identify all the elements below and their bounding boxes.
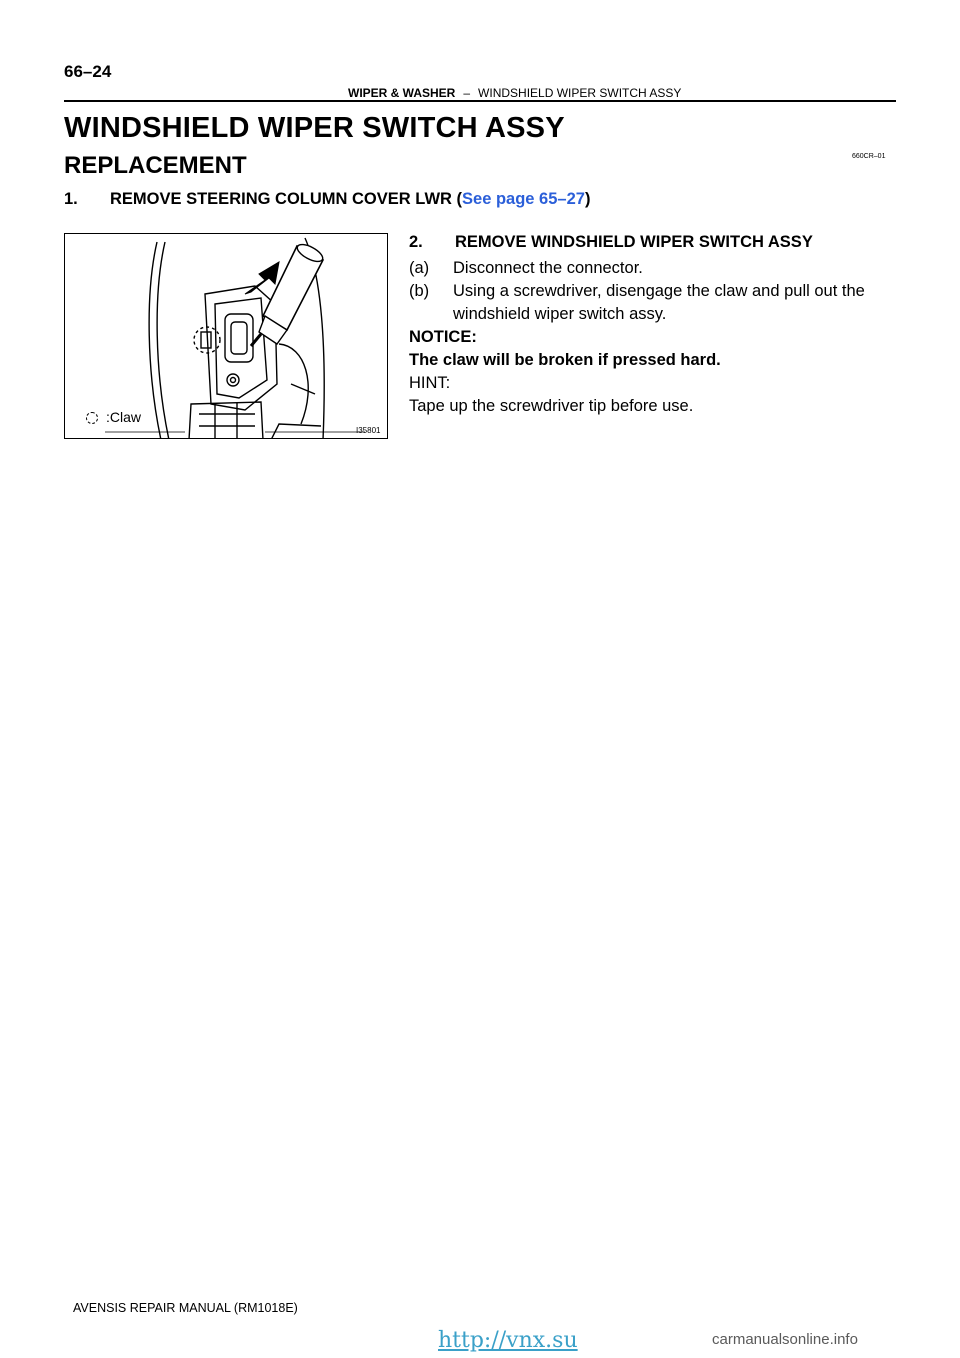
figure-id: I35801: [356, 426, 381, 435]
step-number: 1.: [64, 190, 78, 208]
page-subtitle: REPLACEMENT: [64, 152, 247, 179]
page-number: 66–24: [64, 62, 112, 81]
substep-label: (a): [409, 259, 430, 277]
doc-code: 660CR–01: [852, 153, 886, 160]
step-text-after: ): [584, 190, 591, 208]
page-title: WINDSHIELD WIPER SWITCH ASSY: [64, 112, 565, 144]
source-url-link[interactable]: http://vnx.su: [438, 1328, 578, 1353]
substep-text: Disconnect the connector.: [453, 259, 643, 277]
step-1: [64, 190, 590, 209]
see-page-link[interactable]: See page 65–27: [462, 190, 585, 208]
substep-label: (b): [409, 282, 430, 300]
footer-manual: AVENSIS REPAIR MANUAL (RM1018E): [73, 1301, 298, 1315]
header-separator: –: [463, 86, 471, 100]
claw-marker-icon: [86, 412, 98, 424]
notice-label: NOTICE:: [409, 328, 477, 346]
step-text: REMOVE STEERING COLUMN COVER LWR (: [110, 190, 463, 208]
figure-legend: [86, 409, 141, 425]
step-text: REMOVE WINDSHIELD WIPER SWITCH ASSY: [455, 233, 813, 251]
hint-label: HINT:: [409, 374, 451, 392]
substep-b: [409, 280, 899, 326]
substep-text: Using a screwdriver, disengage the claw and pull out the windshield wiper switch assy.: [453, 282, 865, 323]
running-header: [348, 86, 681, 100]
hint-text: Tape up the screwdriver tip before use.: [409, 397, 694, 415]
substep-a: [409, 257, 643, 280]
header-subsection: WINDSHIELD WIPER SWITCH ASSY: [478, 86, 682, 100]
pull-direction-arrow: [245, 262, 279, 294]
step-2: [409, 233, 813, 252]
notice-text: The claw will be broken if pressed hard.: [409, 351, 721, 369]
watermark: carmanualsonline.info: [712, 1331, 858, 1348]
legend-label: :Claw: [106, 409, 142, 425]
header-section: WIPER & WASHER: [348, 86, 456, 100]
header-rule: [64, 100, 896, 102]
step-number: 2.: [409, 233, 423, 251]
